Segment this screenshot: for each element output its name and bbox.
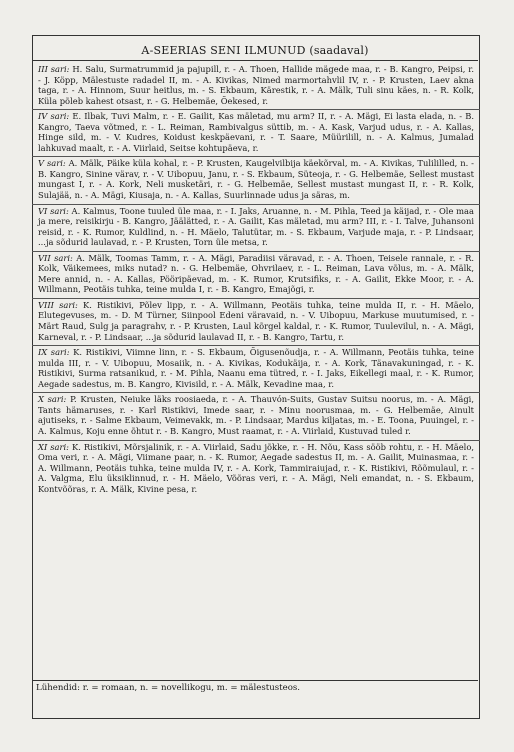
series-block-vii: [36, 253, 476, 297]
series-divider: [32, 156, 480, 157]
series-divider: [32, 204, 480, 205]
series-label: V sari:: [38, 158, 66, 169]
series-text: A. Kalmus, Toone tuuled üle maa, r. - I. Jaks, Aruanne, n. - M. Pihla, Teed ja käijad, r. - Ole maa ja mere, reisikirju - B. Kangro, Jäälätted, r. - A. Gailit, Kas mäletad, mu arm? III, r. - I. Talve, Juhansoni reisid, r. - K. Rumor, Kuldlind, n. - H. Mäelo, Talutütar, m. - S. Ekbaum, Varjude maja, r. - P. Lindsaar, ...ja sõdurid laulavad, r. - P. Krusten, Torn üle metsa, r.: [38, 205, 474, 248]
legend-rule: [32, 680, 478, 681]
series-block-ix: [36, 347, 476, 391]
series-divider: [32, 345, 480, 346]
series-block-iii: [36, 64, 476, 108]
series-label: X sari:: [38, 394, 67, 405]
series-label: VIII sari:: [38, 299, 78, 310]
series-block-x: [36, 394, 476, 438]
series-text: A. Mälk, Toomas Tamm, r. - A. Mägi, Paradiisi väravad, r. - A. Thoen, Teisele rannale, r. - R. Kolk, Väikemees, miks nutad? n. - G. Helbemäe, Ohvrilaev, r. - L. Reiman, Lava võlus, m. - A. Mälk, Mere annid, n. - A. Kallas, Pööripäevad, m. - K. Rumor, Krutsifiks, r. - A. Gailit, Ekke Moor, r. - A. Willmann, Peotäis tuhka, teine mulda I, r. - B. Kangro, Emajõgi, r.: [38, 252, 475, 295]
series-text: K. Ristikivi, Põlev lipp, r. - A. Willmann, Peotäis tuhka, teine mulda II, r. - H. Mäelo, Elutegevuses, m. - D. M Türner, Siinpool Edeni väravaid, n. - V. Uibopuu, Markuse muutumised, r. - Märt Raud, Sulg ja paragrahv, r. - P. Krusten, Laul kõrgel kaldal, r. - K. Rumor, Tuulevilul, n. - A. Mägi, Karneval, r. - P. Lindsaar, ...ja sõdurid laulavad II, r. - B. Kangro, Tartu, r.: [38, 299, 475, 342]
header-note: (saadaval): [309, 44, 369, 57]
series-label: IX sari:: [38, 347, 70, 358]
series-text: A. Mälk, Päike küla kohal, r. - P. Krusten, Kaugelvilbija käekõrval, m. - A. Kivikas, Tulililled, n. - B. Kangro, Sinine värav, r. - V. Uibopuu, Janu, r. - S. Ekbaum, Süteoja, r. - G. Helbemäe, Sellest mustast mungast I, r. - A. Kork, Neli musketäri, r. - G. Helbemäe, Sellest mustast mungast II, r. - R. Kolk, Sulajää, n. - A. Mägi, Kiusaja, n. - A. Kallas, Suurlinnade udus ja säras, m.: [38, 158, 474, 201]
header-title: A-SEERIAS SENI ILMUNUD: [141, 44, 306, 57]
series-block-viii: [36, 300, 476, 344]
series-divider: [32, 109, 480, 110]
series-text: P. Krusten, Neiuke läks roosiaeda, r. - A. Thauvón-Suits, Gustav Suitsu noorus, m. - A. Mägi, Tants hämaruses, r. - Karl Ristikivi, Imede saar, r. - Minu noorusmaa, m. - G. Helbemäe, Ainult ajutiseks, r. - Salme Ekbaum, Veimevakk, m. - P. Lindsaar, Mardus kiljatas, m. - E. Toona, Puuingel, r. - A. Kalmus, Koju enne õhtut r. - B. Kangro, Must raamat, r. - A. Viirlaid, Kustuvad tuled r.: [38, 394, 474, 436]
series-block-iv: [36, 111, 476, 155]
abbreviation-legend: Lühendid: r. = romaan, n. = novellikogu, m. = mälestusteos.: [36, 683, 301, 693]
series-label: VI sari:: [38, 205, 69, 216]
series-divider: [32, 440, 480, 441]
series-text: E. Ilbak, Tuvi Malm, r. - E. Gailit, Kas mäletad, mu arm? II, r. - A. Mägi, Ei lasta elada, n. - B. Kangro, Taeva võtmed, r. - L. Reiman, Rambivalgus süttib, m. - A. Kask, Varjud udus, r. - A. Kallas, Hinge sild, m. - V. Kudres, Koidust keskpäevani, r. - T. Saare, Müürilill, n. - A. Kalmus, Jumalad lahkuvad maalt, r. - A. Viirlaid, Seitse kohtupäeva, r.: [38, 111, 475, 153]
series-list: [36, 64, 476, 496]
series-divider: [32, 251, 480, 252]
series-text: H. Salu, Surmatrummid ja pajupill, r. - A. Thoen, Hallide mägede maa, r. - B. Kangro, Peipsi, r. - J. Köpp, Mälestuste radadel II, m. - A. Kivikas, Nimed marmortahvlil IV, r. - P. Krusten, Laev akna taga, r. - A. Hinnom, Suur heitlus, m. - S. Ekbaum, Kärestik, r. - A. Mälk, Tuli sinu käes, n. - R. Kolk, Küla põleb kahest otsast, r. - G. Helbemäe, Õekesed, r.: [38, 64, 475, 106]
header-rule: [32, 60, 478, 61]
series-label: III sari:: [38, 64, 70, 74]
series-block-vi: [36, 206, 476, 250]
series-text: K. Ristikivi, Mõrsjalinik, r. - A. Viirlaid, Sadu jõkke, r. - H. Nõu, Kass sööb rohtu, r. - H. Mäelo, Oma veri, r. - A. Mägi, Viimane paar, n. - K. Rumor, Aegade sadestus II, m. - A. Gailit, Muinasmaa, r. - A. Willmann, Peotäis tuhka, teine mulda IV, r. - A. Kork, Tammiraiujad, r. - K. Ristikivi, Rõõmulaul, r. - A. Valgma, Elu üksiklinnud, r. - H. Mäelo, Võõras veri, r. - A. Mägi, Neli emandat, n. - S. Ekbaum, Kontvõõras, r. A. Mälk, Kivine pesa, r.: [38, 441, 474, 494]
page-header: [32, 44, 478, 57]
series-label: XI sari:: [38, 441, 69, 452]
series-divider: [32, 298, 480, 299]
series-block-xi: [36, 442, 476, 497]
series-text: K. Ristikivi, Viimne linn, r. - S. Ekbaum, Õigusenõudja, r. - A. Willmann, Peotäis tuhka, teine mulda III, r. - V. Uibopuu, Mosaiik, n. - A. Kivikas, Kodukäija, r. - A. Kork, Tänavakuningad, r. - K. Ristikivi, Surma ratsanikud, r. - M. Pihla, Naanu ema tütred, r. - I. Jaks, Eikellegi maal, r. - K. Rumor, Aegade sadestus, m. B. Kangro, Kivisild, r. - A. Mälk, Kevadine maa, r.: [38, 347, 474, 389]
series-divider: [32, 392, 480, 393]
series-label: VII sari:: [38, 252, 73, 263]
series-label: IV sari:: [38, 111, 70, 122]
series-block-v: [36, 158, 476, 202]
